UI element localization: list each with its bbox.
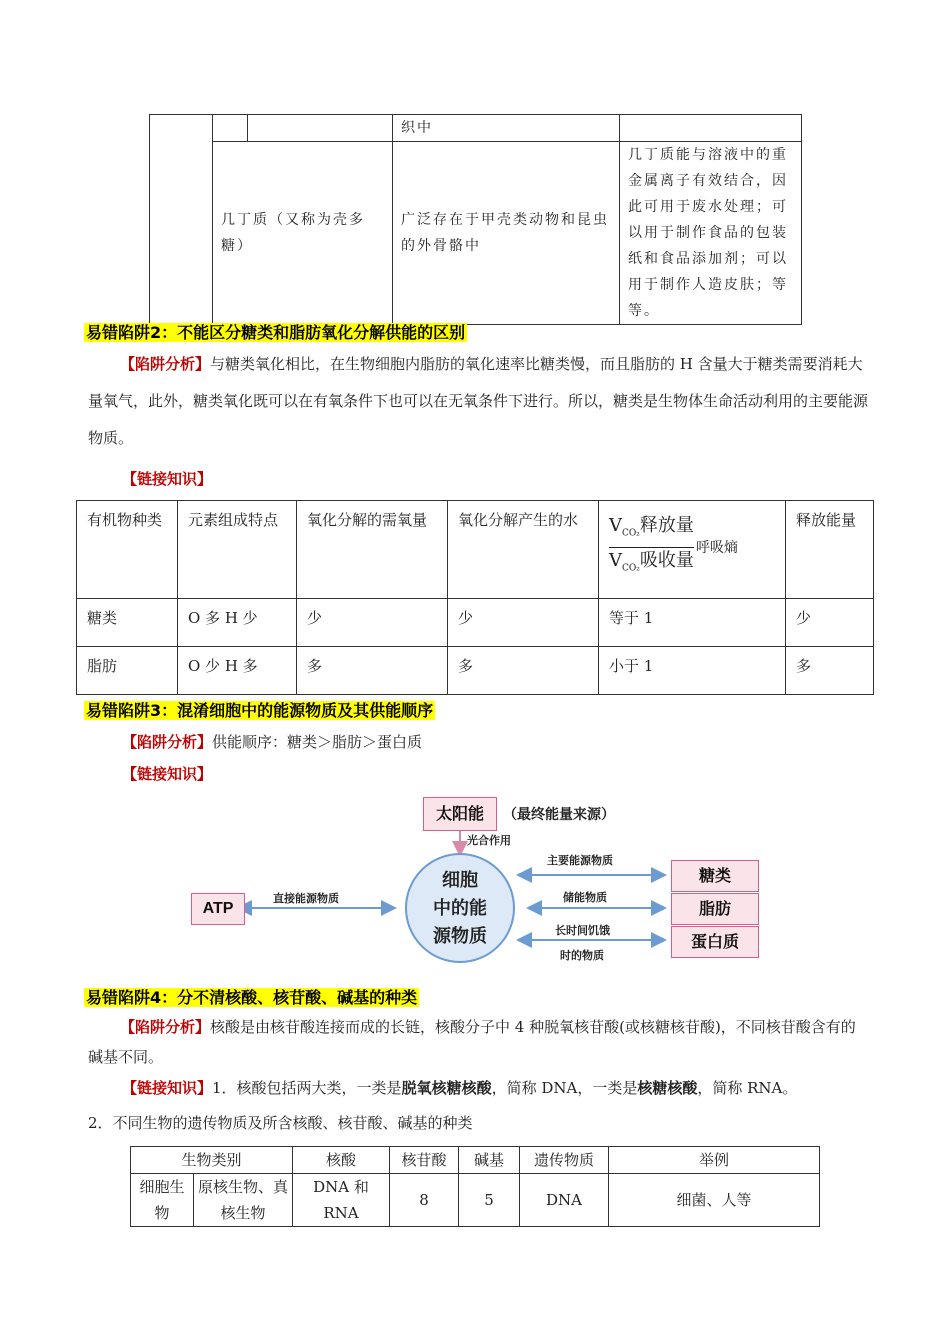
- center-text: [406, 867, 514, 951]
- ratio-sub: CO₂: [622, 563, 640, 574]
- link-tag: 【链接知识】: [122, 470, 213, 488]
- sugar-fat-table: [76, 500, 874, 695]
- table-cell: 8: [390, 1174, 459, 1227]
- fat-box: 脂肪: [671, 893, 759, 925]
- analysis-paragraph: [88, 346, 870, 457]
- analysis-paragraph: [88, 1012, 870, 1072]
- analysis-text: 供能顺序：糖类＞脂肪＞蛋白质: [212, 733, 423, 751]
- section-heading: 易错陷阱3：混淆细胞中的能源物质及其供能顺序: [86, 701, 434, 720]
- table-cell: 等于 1: [599, 599, 786, 647]
- ratio-numerator: 释放量: [639, 515, 694, 536]
- ratio-denominator: 吸收量: [639, 549, 694, 571]
- table-header: 核酸: [293, 1147, 390, 1174]
- table-cell: 糖类: [77, 599, 178, 647]
- link-text: ，简称 DNA，一类是: [491, 1079, 638, 1097]
- center-line: 细胞: [442, 870, 478, 891]
- table-cell: 脂肪: [77, 647, 178, 695]
- protein-label: 长时间饥饿: [555, 924, 610, 937]
- polysaccharide-table: [149, 114, 802, 325]
- table-header: 释放能量: [786, 501, 874, 599]
- table-header: 生物类别: [131, 1147, 293, 1174]
- photosynthesis-label: 光合作用: [467, 834, 511, 847]
- table-header: 遗传物质: [520, 1147, 609, 1174]
- sugar-box: 糖类: [671, 860, 759, 892]
- table-header: 氧化分解的需氧量: [297, 501, 448, 599]
- sun-note: （最终能量来源）: [503, 807, 615, 823]
- table-cell: 少: [448, 599, 599, 647]
- table-cell: 小于 1: [599, 647, 786, 695]
- table-header: 举例: [609, 1147, 820, 1174]
- atp-label: 直接能源物质: [273, 892, 339, 905]
- link-bold: 核糖核酸: [637, 1079, 698, 1097]
- link-tag: 【链接知识】: [122, 765, 213, 783]
- analysis-tag: 【陷阱分析】: [120, 355, 211, 373]
- respiratory-quotient-header: [599, 501, 786, 599]
- link-text: 1．核酸包括两大类，一类是: [212, 1079, 402, 1097]
- ratio-suffix: 呼吸熵: [695, 540, 738, 557]
- table-cell: 多: [297, 647, 448, 695]
- table-cell: DNA: [520, 1174, 609, 1227]
- ratio-sub: CO₂: [622, 528, 640, 539]
- link-tag: 【链接知识】: [122, 1079, 213, 1097]
- table-cell: O 多 H 少: [178, 599, 297, 647]
- table-cell: 多: [448, 647, 599, 695]
- table-cell: 5: [459, 1174, 520, 1227]
- table-header: 元素组成特点: [178, 501, 297, 599]
- analysis-tag: 【陷阱分析】: [122, 733, 213, 751]
- table-cell: O 少 H 多: [178, 647, 297, 695]
- center-line: 源物质: [433, 926, 487, 947]
- protein-box: 蛋白质: [671, 926, 759, 958]
- table-cell: DNA 和 RNA: [293, 1174, 390, 1227]
- analysis-text: 核酸是由核苷酸连接而成的长链，核酸分子中 4 种脱氧核苷酸(或核糖核苷酸)，不同核苷酸含有的碱基不同。: [88, 1018, 856, 1066]
- table-cell: 少: [297, 599, 448, 647]
- analysis-text: 与糖类氧化相比，在生物细胞内脂肪的氧化速率比糖类慢，而且脂肪的 H 含量大于糖类需要消耗大量氧气，此外，糖类氧化既可以在有氧条件下也可以在无氧条件下进行。所以，糖类是生物体生命活动利用的主要能源物质。: [88, 355, 869, 447]
- sun-box: 太阳能: [423, 797, 497, 831]
- protein-label: 时的物质: [560, 949, 604, 962]
- analysis-tag: 【陷阱分析】: [120, 1018, 211, 1036]
- sugar-label: 主要能源物质: [547, 854, 613, 867]
- table-header: 有机物种类: [77, 501, 178, 599]
- fat-label: 储能物质: [563, 891, 607, 904]
- table-cell: 织中: [393, 115, 620, 142]
- table-cell: 几丁质（又称为壳多糖）: [213, 142, 393, 325]
- nucleic-acid-table: [130, 1146, 820, 1227]
- list-item: 2．不同生物的遗传物质及所含核酸、核苷酸、碱基的种类: [88, 1114, 473, 1132]
- table-header: 核苷酸: [390, 1147, 459, 1174]
- table-cell: 少: [786, 599, 874, 647]
- table-cell: 几丁质能与溶液中的重金属离子有效结合，因此可用于废水处理；可以用于制作食品的包装纸和食品添加剂；可以用于制作人造皮肤；等等。: [620, 142, 802, 325]
- link-paragraph: [122, 1077, 797, 1098]
- table-header: 碱基: [459, 1147, 520, 1174]
- table-cell: 广泛存在于甲壳类动物和昆虫的外骨骼中: [393, 142, 620, 325]
- atp-box: ATP: [191, 893, 245, 925]
- table-cell: [620, 115, 802, 142]
- ratio-v: V: [609, 515, 622, 536]
- table-header: 氧化分解产生的水: [448, 501, 599, 599]
- table-cell: 多: [786, 647, 874, 695]
- table-cell: 细菌、人等: [609, 1174, 820, 1227]
- section-heading: 易错陷阱4：分不清核酸、核苷酸、碱基的种类: [86, 988, 418, 1007]
- table-cell: 原核生物、真核生物: [194, 1174, 293, 1227]
- table-cell: [150, 115, 213, 325]
- energy-diagram: [185, 795, 775, 970]
- analysis-paragraph: [122, 731, 422, 752]
- link-text: ，简称 RNA。: [697, 1079, 798, 1097]
- section-heading: 易错陷阱2：不能区分糖类和脂肪氧化分解供能的区别: [86, 323, 466, 342]
- ratio-v: V: [609, 549, 622, 571]
- table-cell: [248, 115, 393, 142]
- link-bold: 脱氧核糖核酸: [401, 1079, 492, 1097]
- table-cell: 细胞生物: [131, 1174, 194, 1227]
- center-line: 中的能: [433, 898, 487, 919]
- table-cell: [213, 115, 248, 142]
